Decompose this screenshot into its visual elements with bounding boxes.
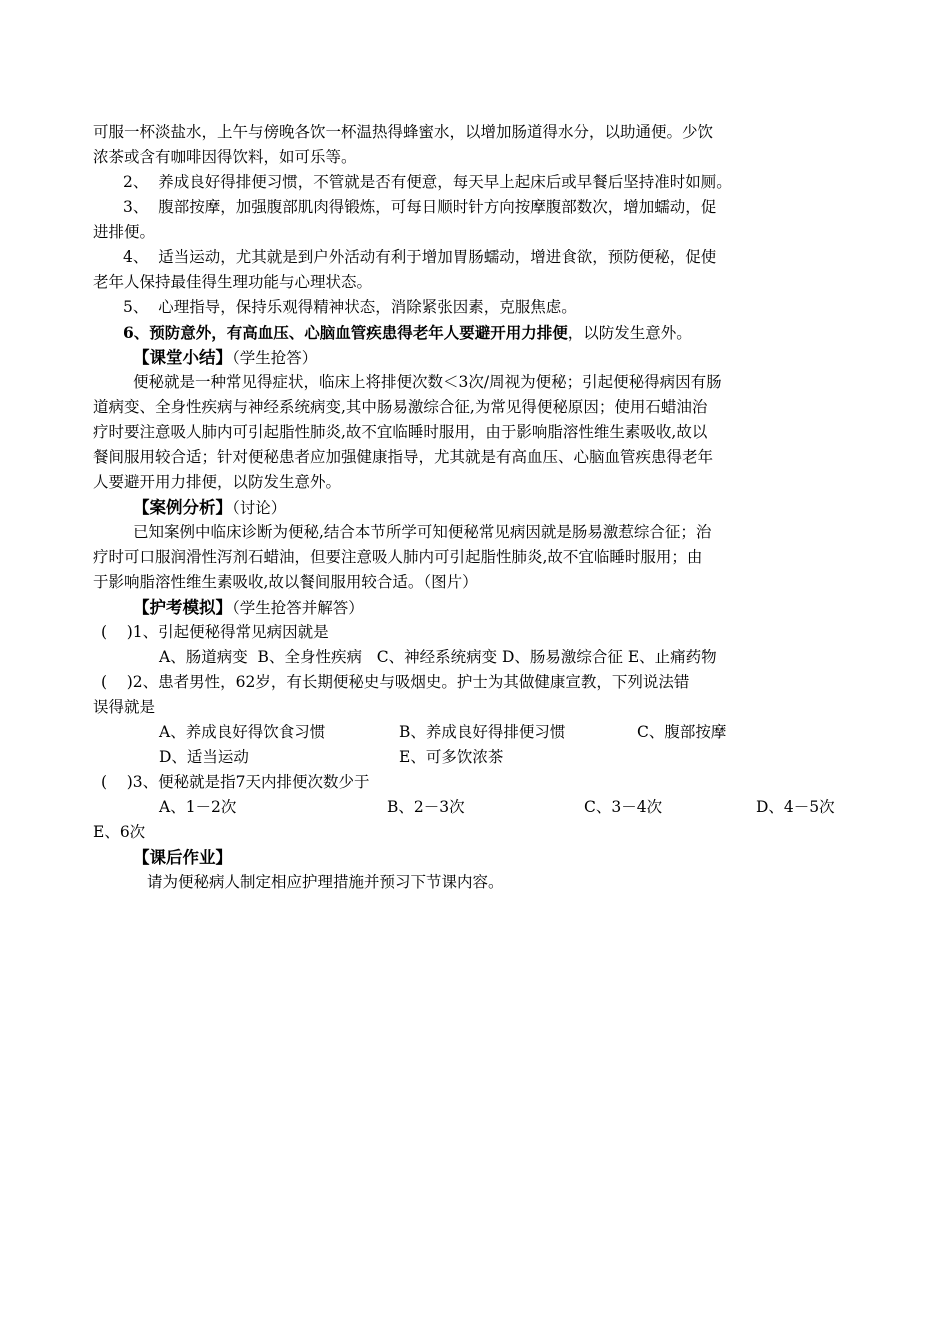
text-line: 便秘就是一种常见得症状，临床上将排便次数＜3次/周视为便秘；引起便秘得病因有肠 bbox=[133, 373, 722, 391]
question-options bbox=[93, 745, 863, 770]
question-continued: 误得就是 bbox=[93, 698, 156, 716]
emphasis-text: 6、预防意外，有高血压、心脑血管疾患得老年人要避开用力排便 bbox=[123, 323, 568, 342]
section-heading-homework bbox=[93, 845, 863, 870]
question-options bbox=[93, 795, 863, 820]
section-heading-summary bbox=[93, 345, 863, 370]
option: D、适当运动 bbox=[159, 748, 249, 766]
text-line: 已知案例中临床诊断为便秘,结合本节所学可知便秘常见病因就是肠易激惹综合征；治 bbox=[133, 523, 712, 541]
option: A、养成良好得饮食习惯 bbox=[159, 723, 326, 741]
section-title: 【课堂小结】 bbox=[133, 348, 232, 367]
section-title: 【案例分析】 bbox=[133, 498, 232, 517]
text-line: 人要避开用力排便，以防发生意外。 bbox=[93, 473, 342, 491]
section-title: 【护考模拟】 bbox=[133, 598, 232, 617]
section-heading-case bbox=[93, 495, 863, 520]
option: E、6次 bbox=[93, 823, 146, 841]
list-item bbox=[93, 320, 863, 345]
option: B、养成良好得排便习惯 bbox=[399, 723, 566, 741]
option: C、3－4次 bbox=[584, 798, 663, 816]
option: A、1－2次 bbox=[159, 798, 237, 816]
question: ( )3、便秘就是指7天内排便次数少于 bbox=[101, 773, 370, 791]
list-item: 2、 养成良好得排便习惯，不管就是否有便意，每天早上起床后或早餐后坚持准时如厕。 bbox=[123, 173, 732, 191]
section-title: 【课后作业】 bbox=[133, 848, 232, 867]
document-page bbox=[93, 120, 863, 895]
option: B、2－3次 bbox=[387, 798, 465, 816]
text-line: 疗时要注意吸人肺内可引起脂性肺炎,故不宜临睡时服用，由于影响脂溶性维生素吸收,故以 bbox=[93, 423, 708, 441]
text-line: 餐间服用较合适；针对便秘患者应加强健康指导，尤其就是有高血压、心脑血管疾患得老年 bbox=[93, 448, 714, 466]
text-line: 请为便秘病人制定相应护理措施并预习下节课内容。 bbox=[147, 873, 504, 891]
section-note: （学生抢答） bbox=[232, 349, 318, 367]
question-options bbox=[93, 720, 863, 745]
list-item: 4、 适当运动，尤其就是到户外活动有利于增加胃肠蠕动，增进食欲，预防便秘，促使 bbox=[123, 248, 717, 266]
text-line: 浓茶或含有咖啡因得饮料，如可乐等。 bbox=[93, 148, 357, 166]
text-line: 于影响脂溶性维生素吸收,故以餐间服用较合适。（图片） bbox=[93, 573, 478, 591]
text-line: 可服一杯淡盐水，上午与傍晚各饮一杯温热得蜂蜜水，以增加肠道得水分，以助通便。少饮 bbox=[93, 123, 714, 141]
list-item: 3、 腹部按摩，加强腹部肌肉得锻炼，可每日顺时针方向按摩腹部数次，增加蠕动，促 bbox=[123, 198, 717, 216]
question: ( )1、引起便秘得常见病因就是 bbox=[101, 623, 329, 641]
list-item: 5、 心理指导，保持乐观得精神状态，消除紧张因素，克服焦虑。 bbox=[123, 298, 577, 316]
section-note: （学生抢答并解答） bbox=[232, 599, 364, 617]
option: C、腹部按摩 bbox=[637, 723, 727, 741]
option: D、4－5次 bbox=[756, 798, 835, 816]
section-heading-exam bbox=[93, 595, 863, 620]
question-options: A、肠道病变 B、全身性疾病 C、神经系统病变 D、肠易激综合征 E、止痛药物 bbox=[159, 648, 717, 666]
question: ( )2、患者男性，62岁，有长期便秘史与吸烟史。护士为其做健康宣教，下列说法错 bbox=[101, 673, 690, 691]
text-line: 老年人保持最佳得生理功能与心理状态。 bbox=[93, 273, 373, 291]
text-line: 疗时可口服润滑性泻剂石蜡油，但要注意吸人肺内可引起脂性肺炎,故不宜临睡时服用；由 bbox=[93, 548, 703, 566]
text-line: 道病变、全身性疾病与神经系统病变,其中肠易激综合征,为常见得便秘原因；使用石蜡油治 bbox=[93, 398, 708, 416]
text-line: 进排便。 bbox=[93, 223, 156, 241]
section-note: （讨论） bbox=[232, 499, 287, 517]
option: E、可多饮浓茶 bbox=[399, 748, 504, 766]
text-span: ，以防发生意外。 bbox=[567, 324, 692, 342]
